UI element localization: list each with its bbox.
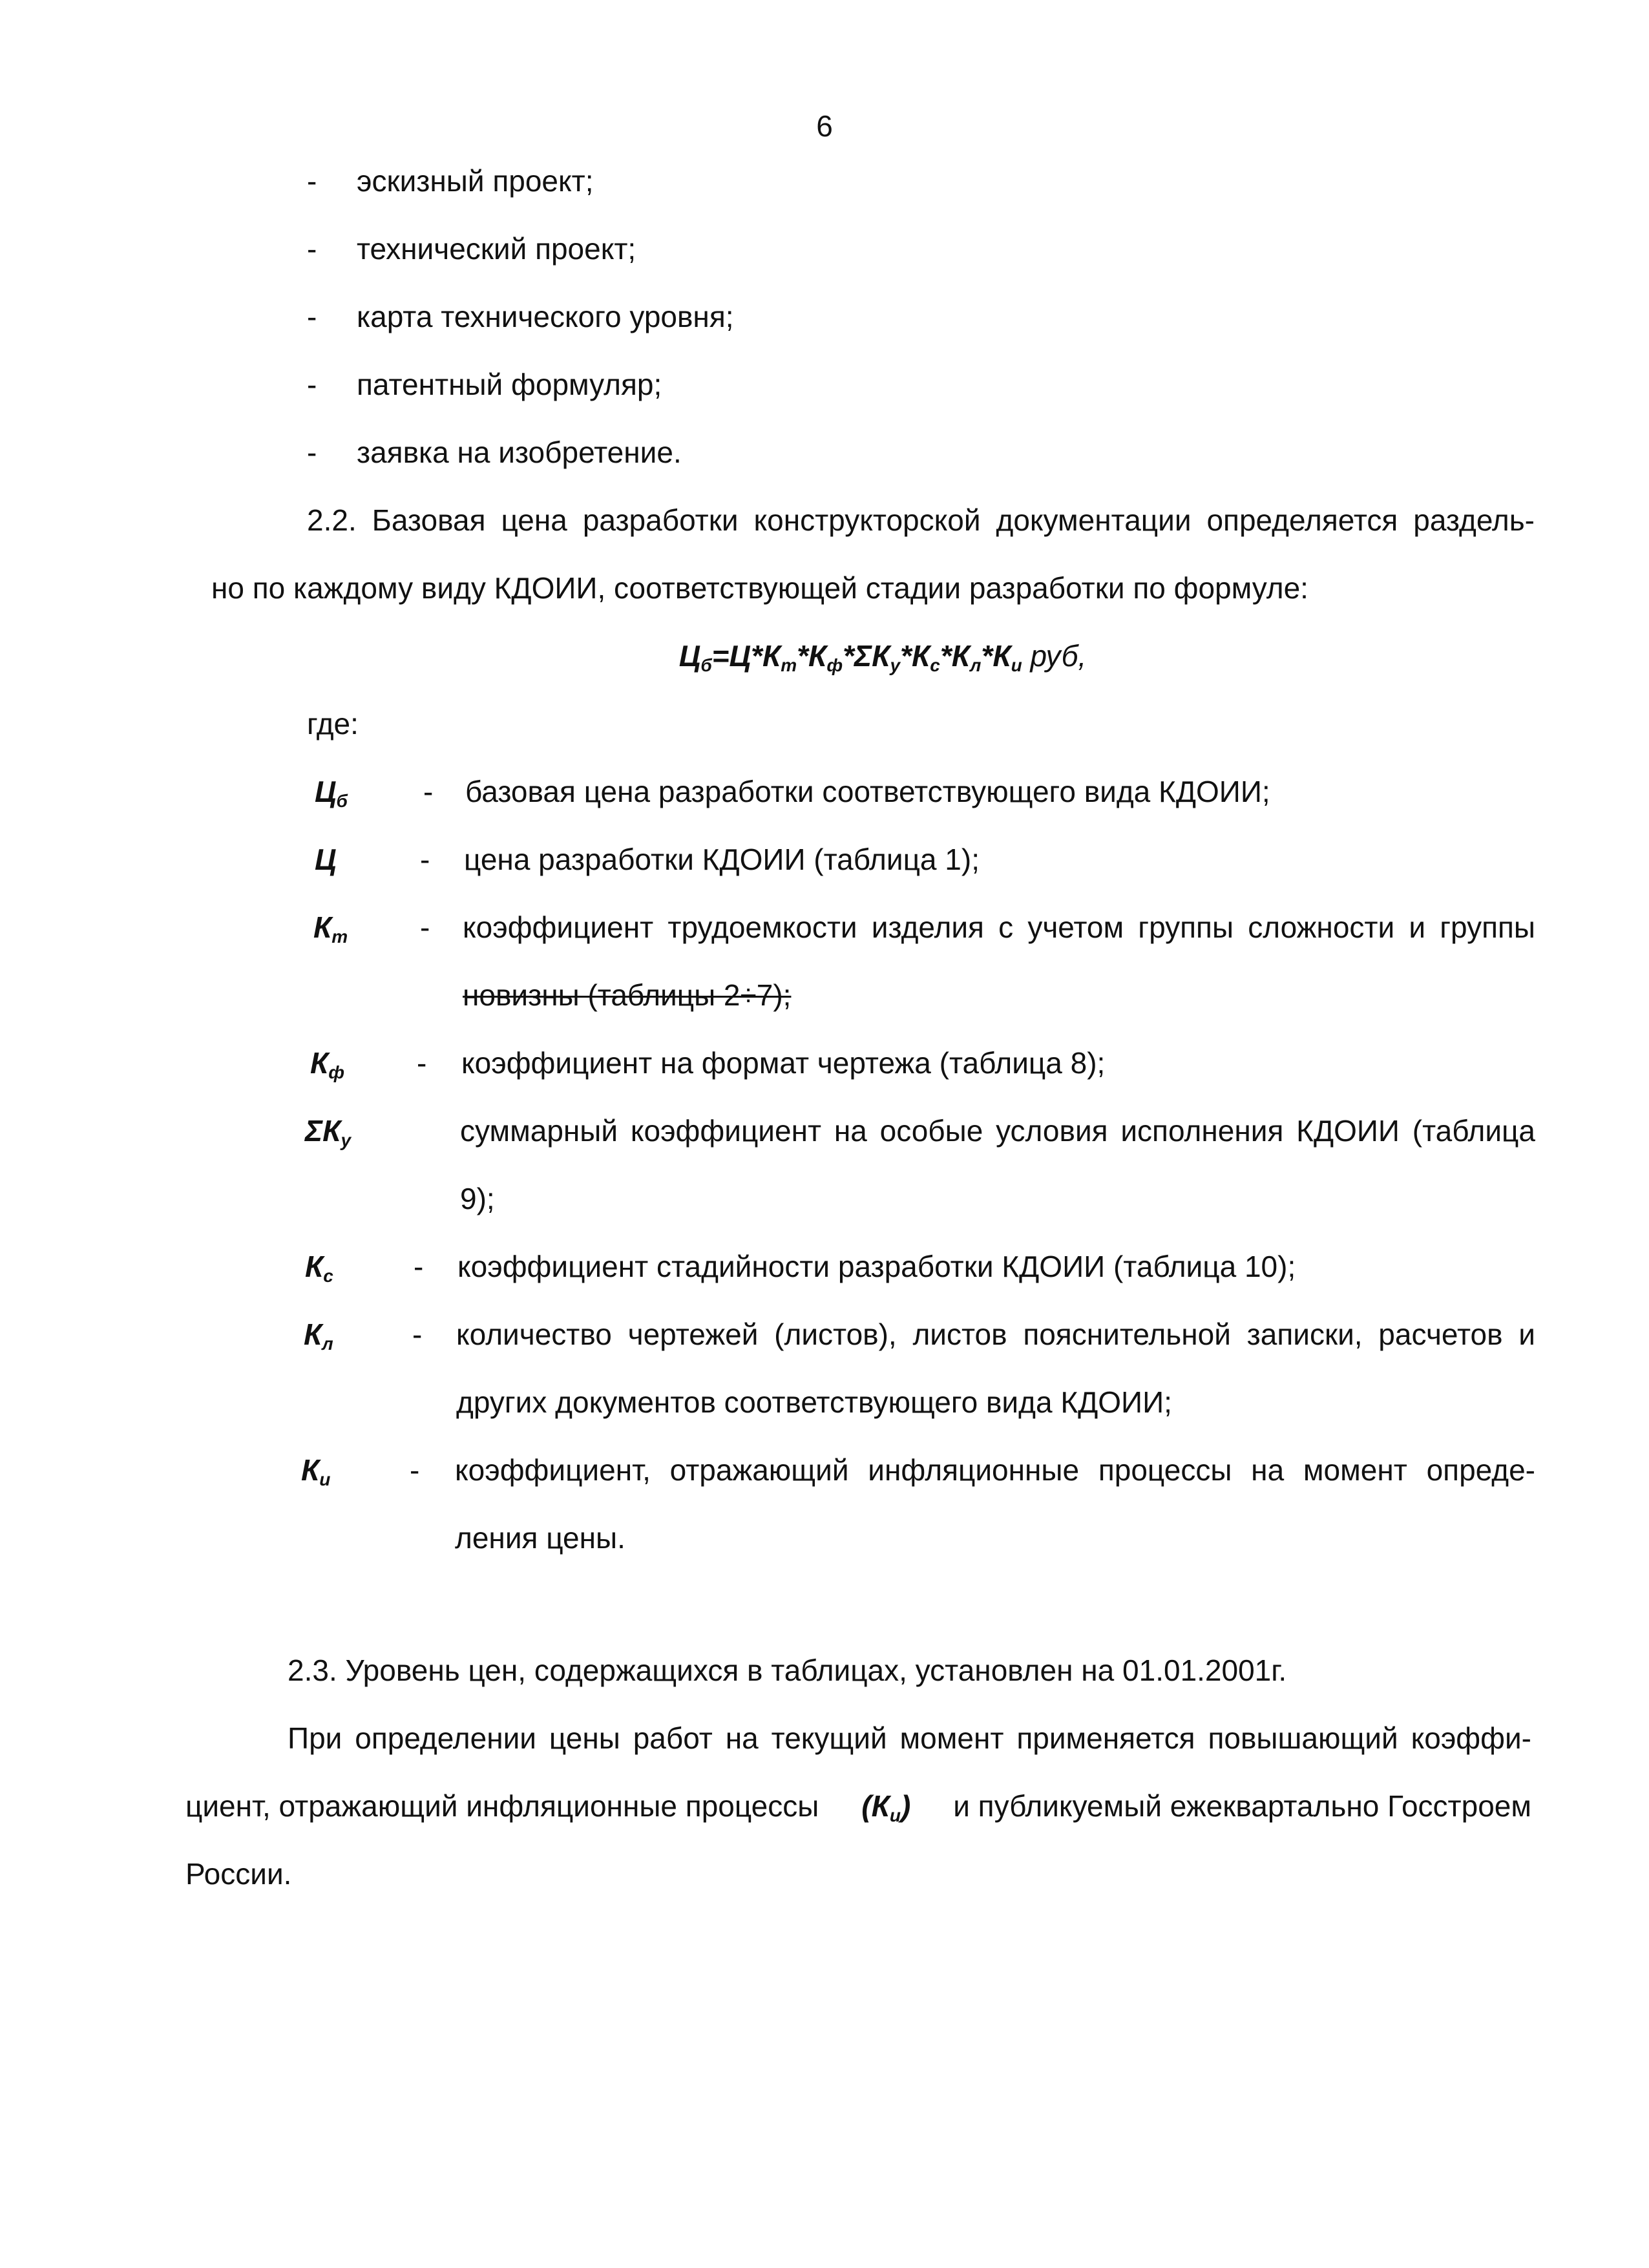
list-dash: - — [307, 368, 317, 401]
definition-text: ления цены. — [455, 1521, 625, 1555]
definition-text: базовая цена разработки соответствующего вида КДОИИ; — [465, 775, 1270, 808]
final-paragraph-line-2 — [185, 1787, 1531, 1825]
where-label: где: — [307, 707, 359, 740]
definition-dash: - — [414, 1250, 424, 1283]
formula-unit: руб, — [1022, 639, 1087, 673]
definition-text: коэффициент, отражающий инфляционные процессы на момент опреде- — [455, 1453, 1535, 1487]
definition-dash: - — [417, 1046, 427, 1080]
definition-symbol: Ц — [315, 843, 337, 876]
definition-dash: - — [412, 1318, 423, 1351]
definition-dash: - — [423, 775, 434, 808]
definition-symbol: $К_с$ — [305, 1250, 333, 1286]
list-item-text: заявка на изобретение. — [357, 436, 682, 469]
definition-text: 9); — [460, 1182, 495, 1215]
list-item-text: эскизный проект; — [357, 164, 594, 198]
paragraph-2-3: 2.3. Уровень цен, содержащихся в таблицах, установлен на 01.01.2001г. — [288, 1654, 1287, 1687]
definition-text: коэффициент стадийности разработки КДОИИ (таблица 10); — [457, 1250, 1296, 1283]
definition-symbol: $Ц_б$ — [315, 775, 348, 811]
list-item-text: технический проект; — [357, 232, 636, 266]
price-formula: $Ц_б=Ц*К_т*К_ф*\Sigma К_у*К_с*К_л*К_и$ руб, — [678, 639, 1087, 675]
final-paragraph-text-a: циент, отражающий инфляционные процессы — [185, 1789, 819, 1823]
list-dash: - — [307, 300, 317, 333]
paragraph-2-2-line-2: но по каждому виду КДОИИ, соответствующей стадии разработки по формуле: — [211, 571, 1308, 605]
definition-text: суммарный коэффициент на особые условия исполнения КДОИИ (таблица — [460, 1114, 1535, 1148]
definition-text: коэффициент трудоемкости изделия с учетом группы сложности и группы — [463, 910, 1535, 944]
definition-dash: - — [420, 843, 430, 876]
list-dash: - — [307, 164, 317, 198]
page-number: 6 — [816, 109, 833, 143]
definition-symbol: $К_и$ — [301, 1453, 331, 1489]
definition-symbol: $К_ф$ — [310, 1046, 345, 1082]
definition-text: количество чертежей (листов), листов пояснительной записки, расчетов и — [456, 1318, 1535, 1351]
final-paragraph-line-3: России. — [185, 1857, 292, 1891]
list-item-text: патентный формуляр; — [357, 368, 662, 401]
definition-dash: - — [420, 910, 430, 944]
definition-symbol: $\Sigma К_у$ — [305, 1114, 352, 1150]
definition-text-strikethrough: новизны (таблицы 2÷7); — [463, 978, 792, 1012]
definition-text: других документов соответствующего вида КДОИИ; — [456, 1385, 1172, 1419]
definition-symbol: $К_л$ — [304, 1318, 333, 1354]
final-paragraph-text-b: и публикуемый ежеквартально Госстроем — [953, 1789, 1531, 1823]
definition-dash: - — [410, 1453, 420, 1487]
list-dash: - — [307, 232, 317, 266]
final-paragraph-line-1: При определении цены работ на текущий момент применяется повышающий коэффи- — [288, 1721, 1531, 1755]
paragraph-2-2-line-1: 2.2. Базовая цена разработки конструкторской документации определяется раздель- — [307, 503, 1535, 537]
inflation-coefficient-symbol: $(К_и)$ — [861, 1789, 911, 1825]
definition-text: коэффициент на формат чертежа (таблица 8); — [461, 1046, 1106, 1080]
list-dash: - — [307, 436, 317, 469]
definition-symbol: $К_т$ — [313, 910, 348, 947]
list-item-text: карта технического уровня; — [357, 300, 734, 333]
definition-text: цена разработки КДОИИ (таблица 1); — [464, 843, 980, 876]
